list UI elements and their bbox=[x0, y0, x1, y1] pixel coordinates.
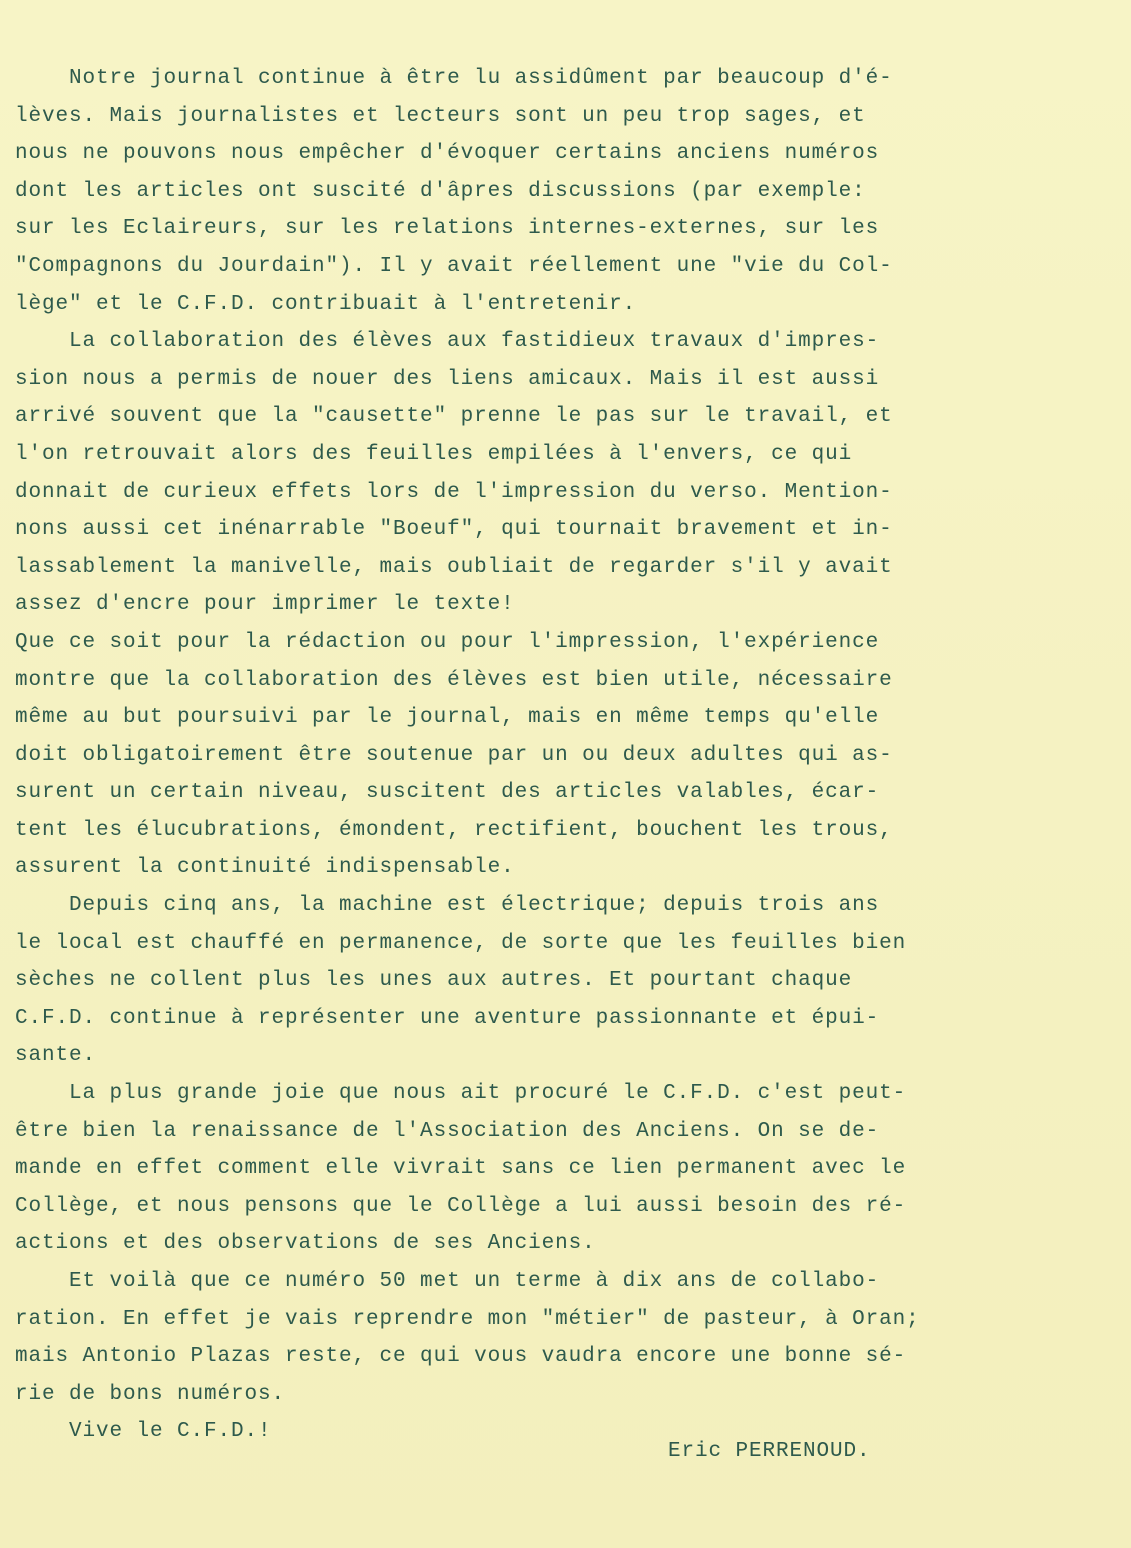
text-line: être bien la renaissance de l'Association des Anciens. On se de- bbox=[15, 1119, 880, 1143]
text-line: dont les articles ont suscité d'âpres discussions (par exemple: bbox=[15, 179, 866, 203]
text-line: doit obligatoirement être soutenue par un ou deux adultes qui as- bbox=[15, 743, 893, 767]
text-line: sante. bbox=[15, 1044, 97, 1068]
text-line: mande en effet comment elle vivrait sans ce lien permanent avec le bbox=[15, 1157, 907, 1181]
text-line: assurent la continuité indispensable. bbox=[15, 856, 515, 880]
text-line: mais Antonio Plazas reste, ce qui vous vaudra encore une bonne sé- bbox=[15, 1345, 907, 1369]
text-line: sèches ne collent plus les unes aux autres. Et pourtant chaque bbox=[15, 969, 853, 993]
text-line: Que ce soit pour la rédaction ou pour l'impression, l'expérience bbox=[15, 630, 880, 654]
text-line: tent les élucubrations, émondent, rectifient, bouchent les trous, bbox=[15, 818, 893, 842]
text-line: lèves. Mais journalistes et lecteurs sont un peu trop sages, et bbox=[15, 104, 866, 128]
text-line: même au but poursuivi par le journal, mais en même temps qu'elle bbox=[15, 706, 880, 730]
text-line: le local est chauffé en permanence, de sorte que les feuilles bien bbox=[15, 931, 907, 955]
signature: Eric PERRENOUD. bbox=[668, 1440, 871, 1463]
text-line: La plus grande joie que nous ait procuré le C.F.D. c'est peut- bbox=[15, 1082, 907, 1106]
text-line: nous ne pouvons nous empêcher d'évoquer certains anciens numéros bbox=[15, 142, 880, 166]
text-line: arrivé souvent que la "causette" prenne le pas sur le travail, et bbox=[15, 405, 893, 429]
text-line: Collège, et nous pensons que le Collège a lui aussi besoin des ré- bbox=[15, 1194, 907, 1218]
text-line: Et voilà que ce numéro 50 met un terme à dix ans de collabo- bbox=[15, 1270, 880, 1293]
text-line: sion nous a permis de nouer des liens amicaux. Mais il est aussi bbox=[15, 367, 880, 391]
text-line: rie de bons numéros. bbox=[15, 1382, 286, 1406]
text-line: assez d'encre pour imprimer le texte! bbox=[15, 593, 515, 617]
text-line: "Compagnons du Jourdain"). Il y avait réellement une "vie du Col- bbox=[15, 254, 893, 278]
text-line: La collaboration des élèves aux fastidieux travaux d'impres- bbox=[15, 330, 880, 354]
text-line: lège" et le C.F.D. contribuait à l'entretenir. bbox=[15, 292, 637, 316]
text-line: Vive le C.F.D.! bbox=[15, 1420, 272, 1444]
text-line: surent un certain niveau, suscitent des articles valables, écar- bbox=[15, 781, 880, 805]
text-line: montre que la collaboration des élèves est bien utile, nécessaire bbox=[15, 668, 893, 692]
letter-body bbox=[15, 60, 1115, 1451]
text-line: sur les Eclaireurs, sur les relations internes-externes, sur les bbox=[15, 217, 880, 241]
text-line: actions et des observations de ses Anciens. bbox=[15, 1232, 596, 1256]
text-line: Notre journal continue à être lu assidûment par beaucoup d'é- bbox=[15, 67, 893, 90]
text-line: l'on retrouvait alors des feuilles empilées à l'envers, ce qui bbox=[15, 442, 853, 466]
text-line: donnait de curieux effets lors de l'impression du verso. Mention- bbox=[15, 480, 893, 504]
text-line: nons aussi cet inénarrable "Boeuf", qui tournait bravement et in- bbox=[15, 518, 893, 542]
text-line: Depuis cinq ans, la machine est électrique; depuis trois ans bbox=[15, 894, 880, 918]
text-line: lassablement la manivelle, mais oubliait de regarder s'il y avait bbox=[15, 555, 893, 579]
text-line: C.F.D. continue à représenter une aventure passionnante et épui- bbox=[15, 1006, 880, 1030]
text-line: ration. En effet je vais reprendre mon "métier" de pasteur, à Oran; bbox=[15, 1307, 920, 1331]
